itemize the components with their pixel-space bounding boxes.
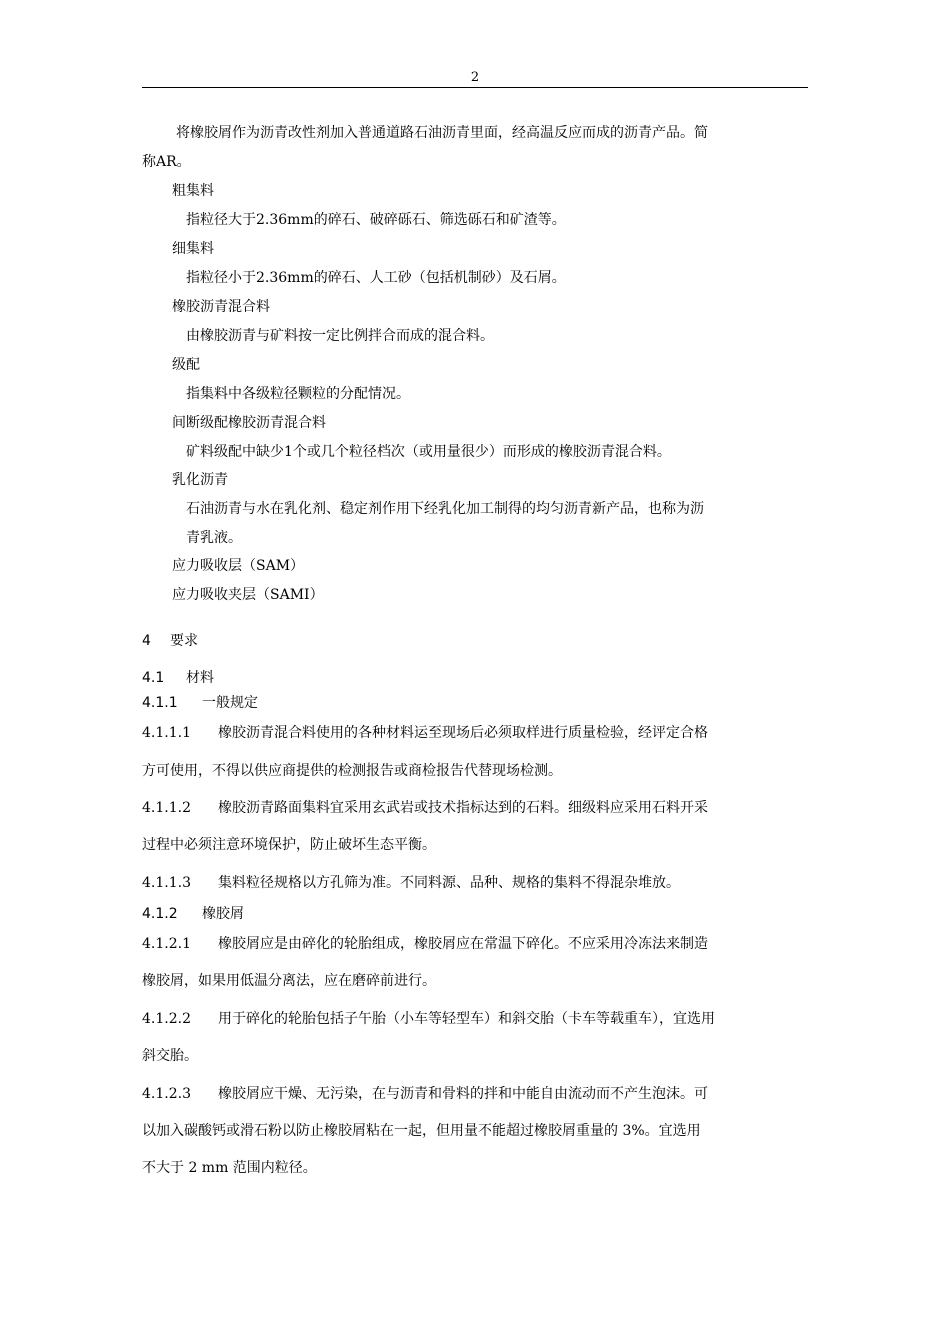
clause-4-1-1-3-text: 集料粒径规格以方孔筛为准。不同料源、品种、规格的集料不得混杂堆放。 — [218, 875, 680, 891]
page-number: 2 — [470, 70, 480, 85]
term-fine-aggregate: 细集料 — [172, 241, 214, 257]
section-4-1-heading — [142, 667, 214, 687]
clause-4-1-2-1-line1 — [142, 933, 708, 953]
clause-4-1-2-1-text: 橡胶屑应是由碎化的轮胎组成，橡胶屑应在常温下碎化。不应采用冷冻法来制造 — [218, 936, 708, 952]
def-emulsified-asphalt-line1: 石油沥青与水在乳化剂、稳定剂作用下经乳化加工制得的均匀沥青新产品，也称为沥 — [186, 501, 704, 517]
term-sam: 应力吸收层（SAM） — [172, 558, 305, 574]
ar-definition-line1: 将橡胶屑作为沥青改性剂加入普通道路石油沥青里面，经高温反应而成的沥青产品。简 — [176, 125, 708, 141]
clause-4-1-2-3-text: 橡胶屑应干燥、无污染，在与沥青和骨料的拌和中能自由流动而不产生泡沫。可 — [218, 1086, 708, 1102]
clause-4-1-2-2-line2: 斜交胎。 — [142, 1048, 198, 1064]
term-gap-graded-mix: 间断级配橡胶沥青混合料 — [172, 415, 326, 431]
clause-4-1-2-3-line1 — [142, 1083, 708, 1103]
ar-definition-line2: 称AR。 — [142, 154, 191, 170]
clause-4-1-1-2-number: 4.1.1.2 — [142, 800, 191, 816]
clause-4-1-1-1-line1 — [142, 722, 708, 742]
clause-4-1-1-2-text: 橡胶沥青路面集料宜采用玄武岩或技术指标达到的石料。细级料应采用石料开采 — [218, 800, 708, 816]
clause-4-1-2-3-line2: 以加入碳酸钙或滑石粉以防止橡胶屑粘在一起，但用量不能超过橡胶屑重量的 3%。宜选用 — [142, 1123, 701, 1139]
term-rubber-asphalt-mix: 橡胶沥青混合料 — [172, 299, 270, 315]
clause-4-1-1-3-number: 4.1.1.3 — [142, 875, 191, 891]
def-coarse-aggregate: 指粒径大于2.36mm的碎石、破碎砾石、筛选砾石和矿渣等。 — [186, 212, 566, 228]
clause-4-1-2-2-text: 用于碎化的轮胎包括子午胎（小车等轻型车）和斜交胎（卡车等载重车），宜选用 — [218, 1011, 715, 1027]
clause-4-1-1-1-line2: 方可使用，不得以供应商提供的检测报告或商检报告代替现场检测。 — [142, 763, 562, 779]
clause-4-1-2-2-line1 — [142, 1008, 715, 1028]
section-4-1-1-number: 4.1.1 — [142, 695, 178, 711]
term-sami: 应力吸收夹层（SAMI） — [172, 587, 324, 603]
clause-4-1-2-3-line3: 不大于 2 mm 范围内粒径。 — [142, 1160, 317, 1176]
def-emulsified-asphalt-line2: 青乳液。 — [186, 530, 242, 546]
def-fine-aggregate: 指粒径小于2.36mm的碎石、人工砂（包括机制砂）及石屑。 — [186, 270, 566, 286]
clause-4-1-1-1-number: 4.1.1.1 — [142, 725, 191, 741]
clause-4-1-2-1-line2: 橡胶屑，如果用低温分离法，应在磨碎前进行。 — [142, 973, 436, 989]
section-4-title: 要求 — [170, 633, 198, 649]
section-4-1-2-title: 橡胶屑 — [202, 906, 244, 922]
section-4-1-2-number: 4.1.2 — [142, 906, 178, 922]
def-rubber-asphalt-mix: 由橡胶沥青与矿料按一定比例拌合而成的混合料。 — [186, 328, 494, 344]
section-4-number: 4 — [142, 633, 151, 649]
section-4-1-1-title: 一般规定 — [202, 695, 258, 711]
term-emulsified-asphalt: 乳化沥青 — [172, 472, 228, 488]
clause-4-1-1-2-line2: 过程中必须注意环境保护，防止破坏生态平衡。 — [142, 837, 436, 853]
section-4-1-title: 材料 — [186, 670, 214, 686]
section-4-heading — [142, 630, 198, 650]
clause-4-1-1-2-line1 — [142, 797, 708, 817]
clause-4-1-1-3-line1 — [142, 872, 680, 892]
clause-4-1-2-2-number: 4.1.2.2 — [142, 1011, 191, 1027]
def-gap-graded-mix: 矿料级配中缺少1个或几个粒径档次（或用量很少）而形成的橡胶沥青混合料。 — [186, 444, 671, 460]
clause-4-1-2-1-number: 4.1.2.1 — [142, 936, 191, 952]
section-4-1-2-heading — [142, 903, 244, 923]
term-grading: 级配 — [172, 357, 200, 373]
section-4-1-number: 4.1 — [142, 670, 165, 686]
section-4-1-1-heading — [142, 692, 258, 712]
clause-4-1-2-3-number: 4.1.2.3 — [142, 1086, 191, 1102]
def-grading: 指集料中各级粒径颗粒的分配情况。 — [186, 386, 410, 402]
term-coarse-aggregate: 粗集料 — [172, 183, 214, 199]
clause-4-1-1-1-text: 橡胶沥青混合料使用的各种材料运至现场后必须取样进行质量检验，经评定合格 — [218, 725, 708, 741]
header-rule — [142, 87, 808, 88]
